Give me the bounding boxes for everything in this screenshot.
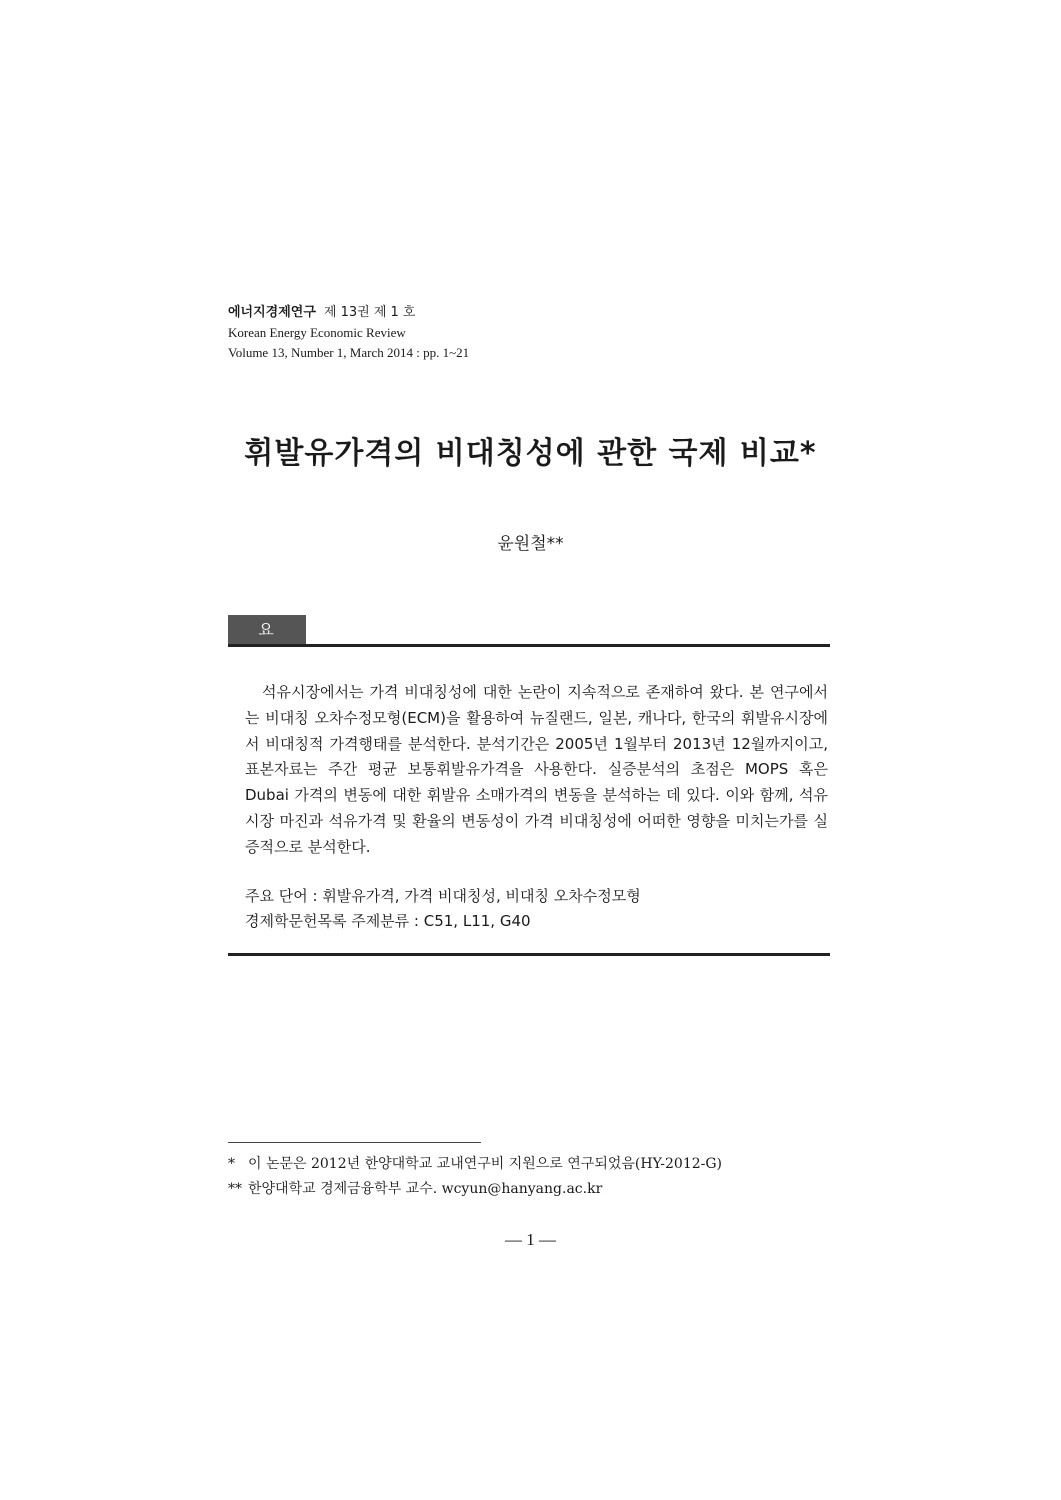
jel-classification: 경제학문헌목록 주제분류 : C51, L11, G40	[245, 912, 531, 930]
summary-label: 요 약	[228, 615, 306, 645]
footnote-rule	[228, 1142, 481, 1143]
footnote-text: 이 논문은 2012년 한양대학교 교내연구비 지원으로 연구되었음(HY-2012-G)	[248, 1156, 723, 1172]
paper-title: 휘발유가격의 비대칭성에 관한 국제 비교*	[244, 436, 817, 471]
abstract-top-rule	[228, 644, 830, 647]
page-number: — 1 —	[505, 1230, 556, 1249]
keywords-block	[245, 884, 641, 934]
footnote-mark: *	[228, 1156, 235, 1172]
journal-citation: Volume 13, Number 1, March 2014 : pp. 1~21	[228, 345, 470, 360]
footnote-item	[228, 1177, 722, 1202]
keywords-line: 주요 단어 : 휘발유가격, 가격 비대칭성, 비대칭 오차수정모형	[245, 887, 641, 905]
footnote-text: 한양대학교 경제금융학부 교수. wcyun@hanyang.ac.kr	[248, 1181, 603, 1197]
journal-header	[228, 303, 469, 363]
footnotes	[228, 1152, 722, 1202]
abstract-text: 석유시장에서는 가격 비대칭성에 대한 논란이 지속적으로 존재하여 왔다. 본 연구에서는 비대칭 오차수정모형(ECM)을 활용하여 뉴질랜드, 일본, 캐나다, 한국의 휘발유시장에서 비대칭적 가격행태를 분석한다. 분석기간은 2005년 1월부터 2013년 12월까지이고, 표본자료는 주간 평균 보통휘발유가격을 사용한다. 실증분석의 초점은 MOPS 혹은 Dubai 가격의 변동에 대한 휘발유 소매가격의 변동을 분석하는 데 있다. 이와 함께, 석유시장 마진과 석유가격 및 환율의 변동성이 가격 비대칭성에 어떠한 영향을 미치는가를 실증적으로 분석한다.	[245, 683, 828, 856]
journal-name-en: Korean Energy Economic Review	[228, 325, 406, 340]
abstract-bottom-rule	[228, 953, 830, 956]
journal-korean-line	[228, 303, 469, 323]
footnote-item	[228, 1152, 722, 1177]
footnote-mark: **	[228, 1181, 242, 1197]
journal-volume-ko: 제 13권 제 1 호	[323, 305, 416, 320]
paper-author: 윤원철**	[497, 534, 564, 554]
journal-name-ko: 에너지경제연구	[228, 305, 316, 320]
